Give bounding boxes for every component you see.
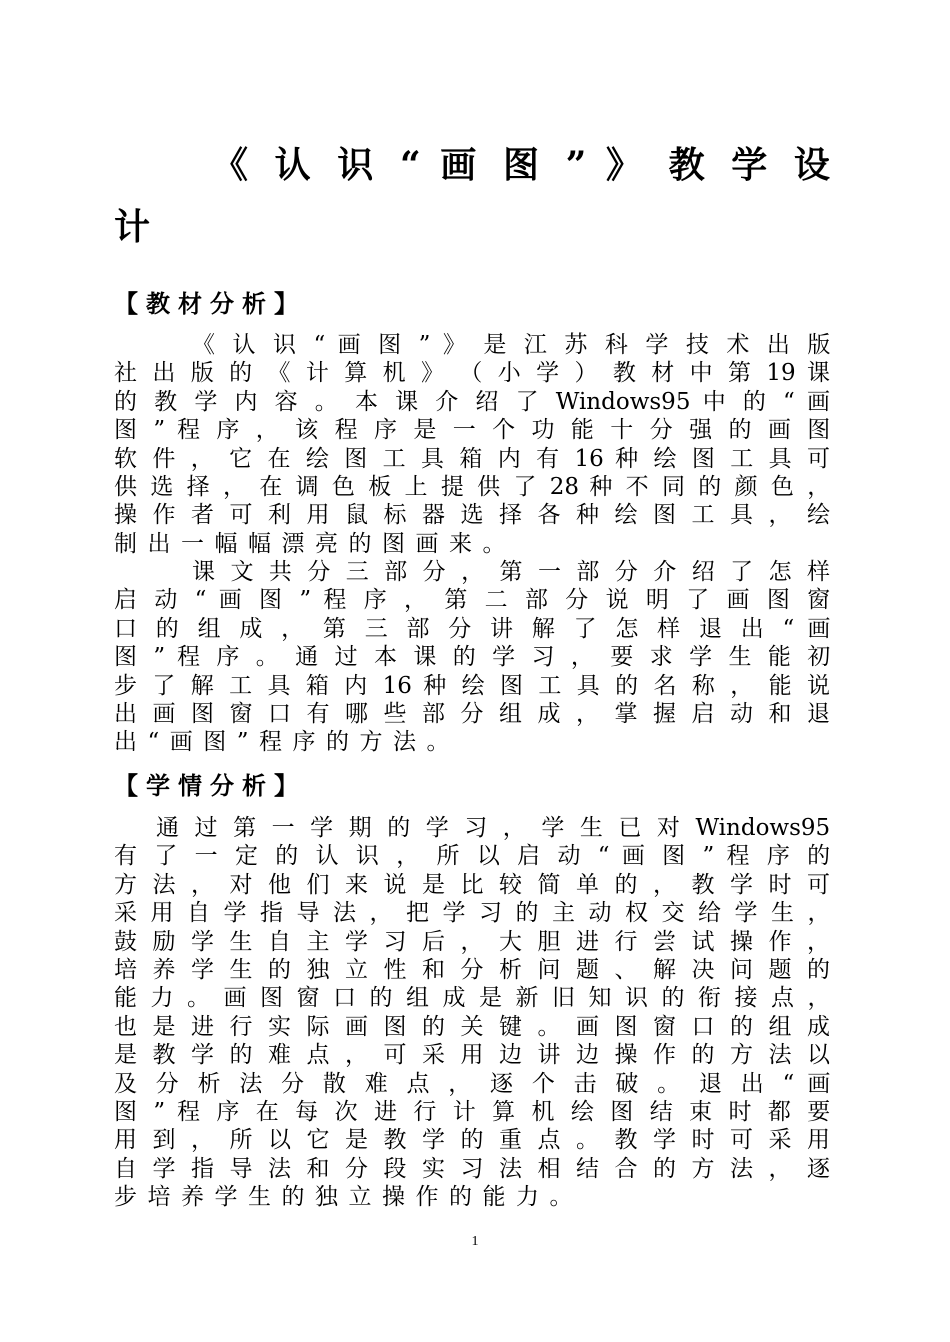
text-line: 社 出 版 的 《 计 算 机 》 （ 小 学 ） 教 材 中 第 19 课 xyxy=(114,360,830,387)
text-line: 制出一幅幅漂亮的图画来。 xyxy=(114,530,516,557)
text-line: 步 了 解 工 具 箱 内 16 种 绘 图 工 具 的 名 称 ， 能 说 xyxy=(114,672,830,699)
text-line: 有 了 一 定 的 认 识 ， 所 以 启 动 “ 画 图 ” 程 序 的 xyxy=(114,843,831,870)
text-line: 步培养学生的独立操作的能力。 xyxy=(114,1184,583,1211)
text-line: 及 分 析 法 分 散 难 点 ， 逐 个 击 破 。 退 出 “ 画 xyxy=(114,1070,831,1097)
document-title xyxy=(114,134,830,258)
text-line: 出“画图”程序的方法。 xyxy=(114,729,461,756)
text-line: 方 法 ， 对 他 们 来 说 是 比 较 简 单 的 ， 教 学 时 可 xyxy=(114,871,830,898)
text-line: 图 ” 程 序 在 每 次 进 行 计 算 机 绘 图 结 束 时 都 要 xyxy=(114,1098,831,1125)
text-line: 是 教 学 的 难 点 ， 可 采 用 边 讲 边 操 作 的 方 法 以 xyxy=(114,1042,830,1069)
title-tail: 计 xyxy=(114,206,151,248)
text-line: 也 是 进 行 实 际 画 图 的 关 键 。 画 图 窗 口 的 组 成 xyxy=(114,1013,830,1040)
text-line: 鼓 励 学 生 自 主 学 习 后 ， 大 胆 进 行 尝 试 操 作 ， xyxy=(114,928,830,955)
page-number: 1 xyxy=(471,1234,479,1249)
text-line: 通 过 第 一 学 期 的 学 习 ， 学 生 已 对 Windows95 xyxy=(156,815,831,841)
text-line: 操 作 者 可 利 用 鼠 标 器 选 择 各 种 绘 图 工 具 ， 绘 xyxy=(114,502,830,529)
title-main: 《 认 识 “ 画 图 ” 》 教 学 设 xyxy=(212,144,830,186)
text-line: 《 认 识 “ 画 图 ” 》 是 江 苏 科 学 技 术 出 版 xyxy=(192,332,831,358)
text-line: 自 学 指 导 法 和 分 段 实 习 法 相 结 合 的 方 法 ， 逐 xyxy=(114,1155,830,1182)
text-line: 图 ” 程 序 。 通 过 本 课 的 学 习 ， 要 求 学 生 能 初 xyxy=(114,644,831,671)
section-1-paragraph-1 xyxy=(114,331,830,558)
text-line: 图 ” 程 序 ， 该 程 序 是 一 个 功 能 十 分 强 的 画 图 xyxy=(114,417,831,444)
text-line: 供 选 择 ， 在 调 色 板 上 提 供 了 28 种 不 同 的 颜 色 ， xyxy=(114,473,831,500)
section-1-paragraph-2 xyxy=(114,558,830,757)
text-line: 软 件 ， 它 在 绘 图 工 具 箱 内 有 16 种 绘 图 工 具 可 xyxy=(114,445,830,472)
section-heading-learner-analysis: 【学情分析】 xyxy=(114,771,306,800)
section-heading-textbook-analysis: 【教材分析】 xyxy=(114,289,306,318)
text-line: 的 教 学 内 容 。 本 课 介 绍 了 Windows95 中 的 “ 画 xyxy=(114,388,830,415)
text-line: 口 的 组 成 ， 第 三 部 分 讲 解 了 怎 样 退 出 “ 画 xyxy=(114,615,831,642)
section-2-paragraph-1 xyxy=(114,814,830,1211)
text-line: 用 到 ， 所 以 它 是 教 学 的 重 点 。 教 学 时 可 采 用 xyxy=(114,1127,830,1154)
text-line: 能 力 。 画 图 窗 口 的 组 成 是 新 旧 知 识 的 衔 接 点 ， xyxy=(114,985,831,1012)
text-line: 课 文 共 分 三 部 分 ， 第 一 部 分 介 绍 了 怎 样 xyxy=(192,559,830,585)
text-line: 培 养 学 生 的 独 立 性 和 分 析 问 题 、 解 决 问 题 的 xyxy=(114,956,830,983)
text-line: 出 画 图 窗 口 有 哪 些 部 分 组 成 ， 掌 握 启 动 和 退 xyxy=(114,700,830,727)
text-line: 采 用 自 学 指 导 法 ， 把 学 习 的 主 动 权 交 给 学 生 ， xyxy=(114,900,831,927)
text-line: 启 动 “ 画 图 ” 程 序 ， 第 二 部 分 说 明 了 画 图 窗 xyxy=(114,587,831,614)
